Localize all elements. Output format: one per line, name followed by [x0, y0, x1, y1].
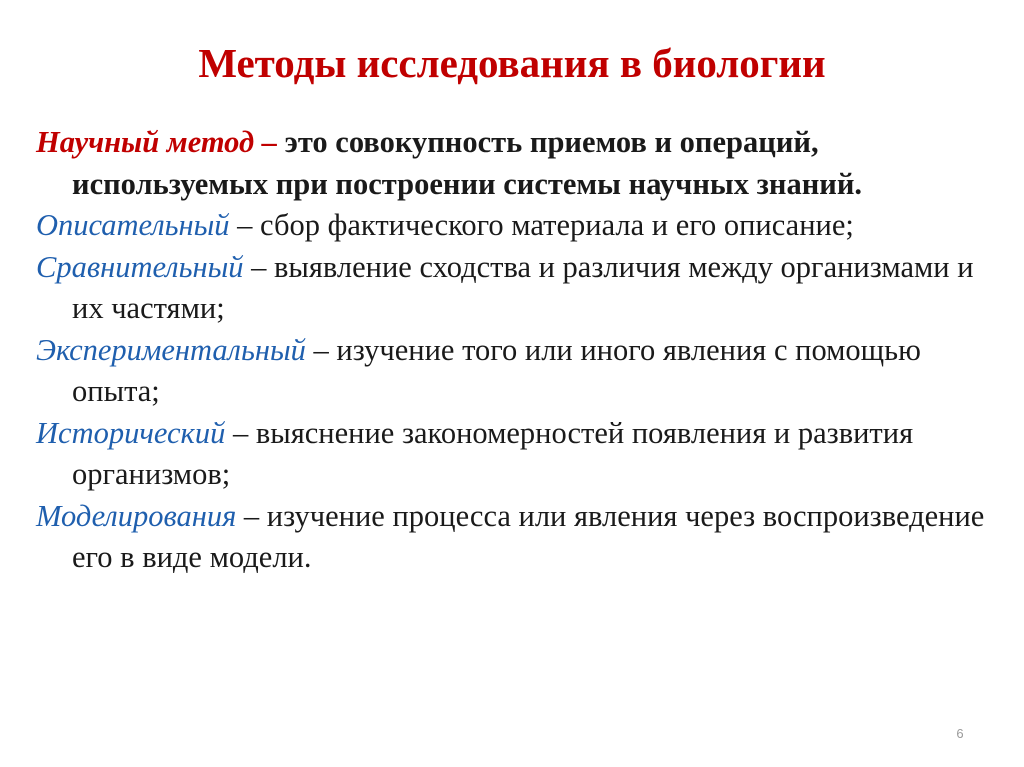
- definition-text: это совокупность приемов и операций, используемых при построении системы научных знаний.: [72, 125, 863, 201]
- method-term: Экспериментальный: [36, 332, 306, 367]
- method-description: – сбор фактического материала и его описание;: [229, 208, 854, 242]
- method-description: – выявление сходства и различия между организмами и их частями;: [72, 249, 974, 325]
- method-term: Моделирования: [36, 498, 237, 533]
- method-description: – изучение того или иного явления с помощью опыта;: [72, 332, 921, 408]
- method-term: Сравнительный: [36, 249, 244, 284]
- method-description: – изучение процесса или явления через воспроизведение его в виде модели.: [72, 498, 985, 574]
- slide-title: Методы исследования в биологии: [198, 40, 826, 86]
- definition-paragraph: [36, 122, 1006, 205]
- page-number: 6: [956, 726, 964, 741]
- slide-content: [36, 122, 1006, 579]
- method-term: Исторический: [36, 415, 226, 450]
- method-item-modeling: [36, 496, 1006, 579]
- method-item-comparative: [36, 247, 1006, 330]
- method-item-experimental: [36, 330, 1006, 413]
- method-item-descriptive: [36, 205, 1006, 247]
- method-term: Описательный: [36, 208, 230, 242]
- method-item-historical: [36, 413, 1006, 496]
- definition-term: Научный метод –: [36, 125, 278, 159]
- method-description: – выяснение закономерностей появления и развития организмов;: [72, 415, 914, 491]
